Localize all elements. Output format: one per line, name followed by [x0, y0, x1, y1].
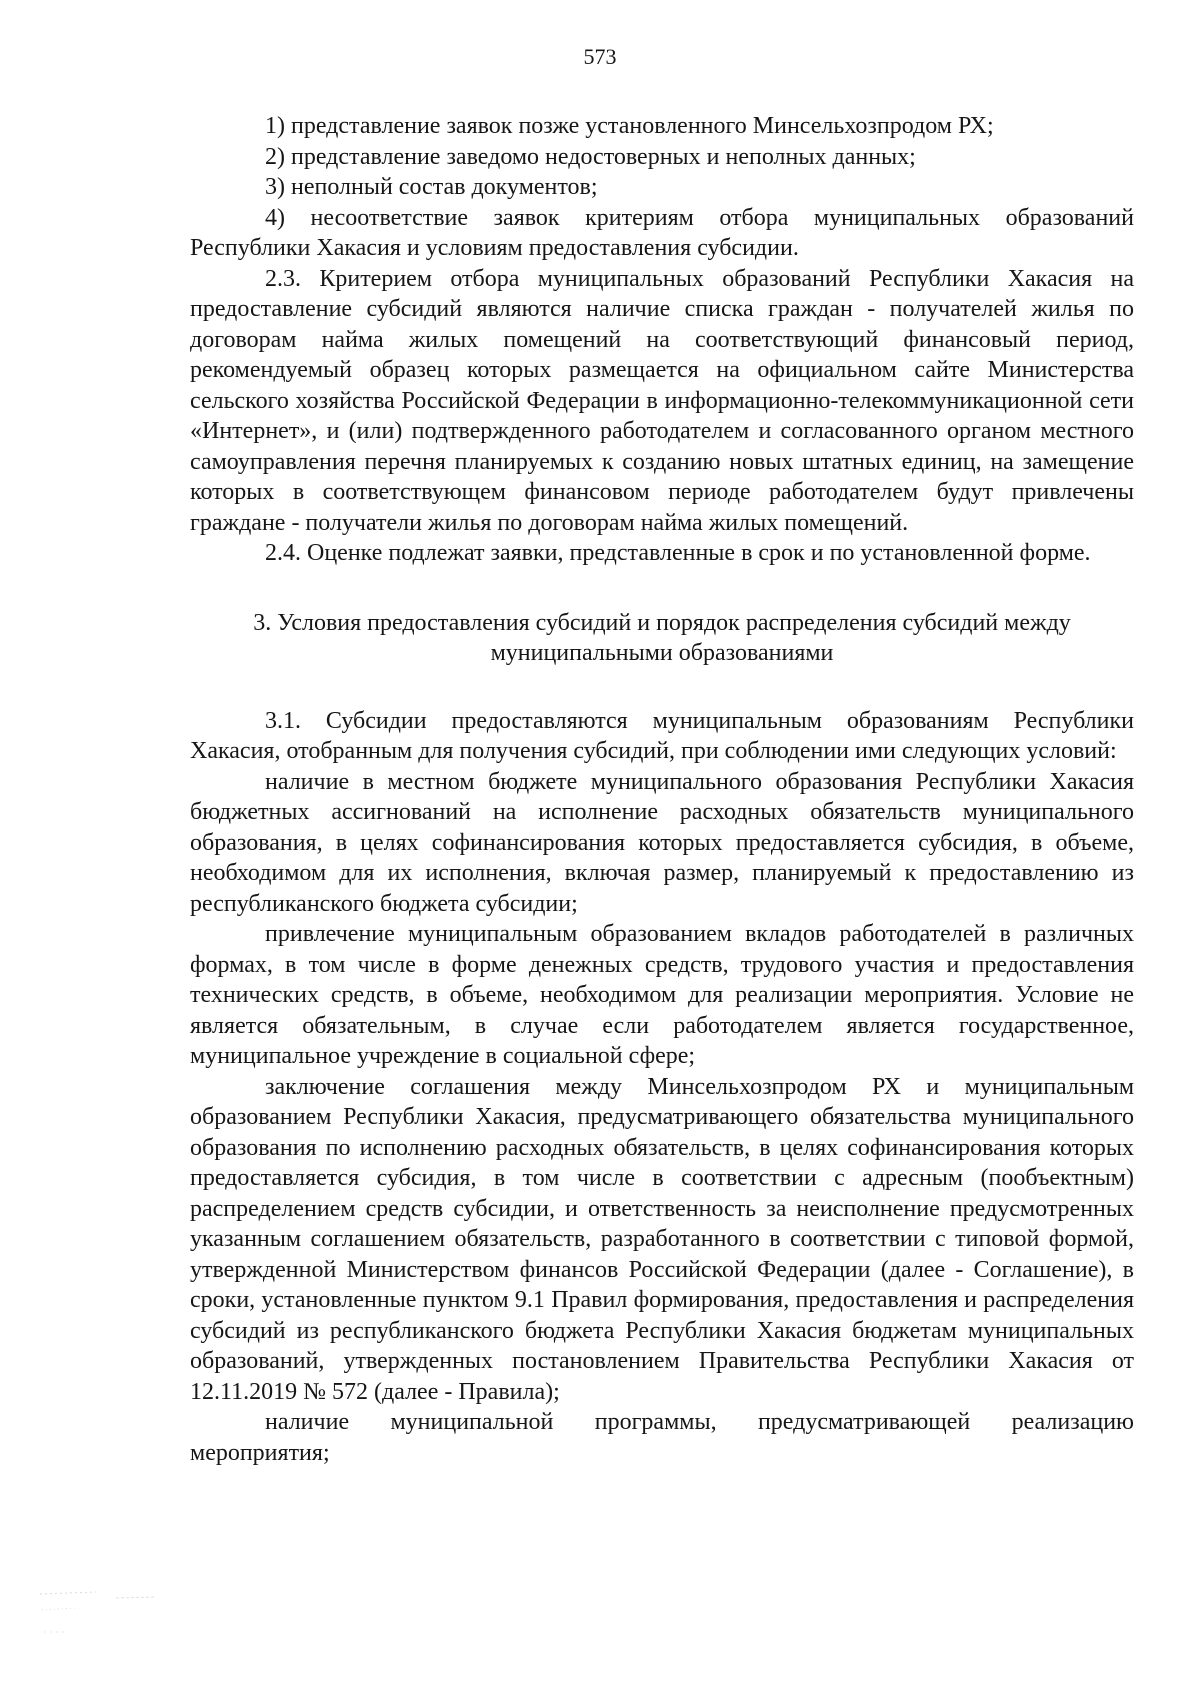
list-item: 4) несоответствие заявок критериям отбора муниципальных образований Республики Хакасия и условиям предоставления субсидии. — [190, 204, 1134, 261]
list-item: 3) неполный состав документов; — [265, 174, 598, 200]
paragraph: 2.4. Оценке подлежат заявки, представленные в срок и по установленной форме. — [265, 540, 1091, 566]
paragraph: наличие муниципальной программы, предусматривающей реализацию мероприятия; — [190, 1409, 1134, 1466]
paragraph: заключение соглашения между Минсельхозпродом РХ и муниципальным образованием Республики Хакасия, предусматривающего обязательства муниципального образования по исполнению расходных обязательств, в целях софинансирования которых предоставляется субсидия, в том числе в соответствии с адресным (пообъектным) распределением средств субсидии, и ответственность за неисполнение предусмотренных указанным соглашением обязательств, разработанного в соответствии с типовой формой, утвержденной Министерством финансов Российской Федерации (далее - Соглашение), в сроки, установленные пунктом 9.1 Правил формирования, предоставления и распределения субсидий из республиканского бюджета Республики Хакасия бюджетам муниципальных образований, утвержденных постановлением Правительства Республики Хакасия от 12.11.2019 № 572 (далее - Правила); — [190, 1073, 1134, 1405]
page-number: 573 — [583, 44, 617, 69]
list-item: 2) представление заведомо недостоверных и неполных данных; — [265, 143, 916, 170]
paragraph: привлечение муниципальным образованием вкладов работодателей в различных формах, в том числе в форме денежных средств, трудового участия и предоставления технических средств, в объеме, необходимом для реализации мероприятия. Условие не является обязательным, в случае если работодателем является государственное, муниципальное учреждение в социальной сфере; — [190, 921, 1134, 1069]
section-heading — [190, 608, 1134, 669]
section-heading-line: 3. Условия предоставления субсидий и порядок распределения субсидий между — [253, 609, 1071, 636]
list-item: 1) представление заявок позже установленного Минсельхозпродом РХ; — [265, 113, 994, 139]
section-heading-line: муниципальными образованиями — [490, 640, 834, 666]
paragraph: наличие в местном бюджете муниципального образования Республики Хакасия бюджетных ассигнований на исполнение расходных обязательств муниципального образования, в целях софинансирования которых предоставляется субсидия, в объеме, необходимом для их исполнения, включая размер, планируемый к предоставлению из республиканского бюджета субсидии; — [190, 768, 1134, 917]
scan-smudge — [36, 1588, 186, 1648]
paragraph: 3.1. Субсидии предоставляются муниципальным образованиям Республики Хакасия, отобранным для получения субсидий, при соблюдении ими следующих условий: — [190, 707, 1134, 764]
document-body — [190, 111, 1134, 1468]
paragraph: 2.3. Критерием отбора муниципальных образований Республики Хакасия на предоставление субсидий являются наличие списка граждан - получателей жилья по договорам найма жилых помещений на соответствующий финансовый период, рекомендуемый образец которых размещается на официальном сайте Министерства сельского хозяйства Российской Федерации в информационно-телекоммуникационной сети «Интернет», и (или) подтвержденного работодателем и согласованного органом местного самоуправления перечня планируемых к созданию новых штатных единиц, на замещение которых в соответствующем финансовом периоде работодателем будут привлечены граждане - получатели жилья по договорам найма жилых помещений. — [190, 265, 1134, 536]
